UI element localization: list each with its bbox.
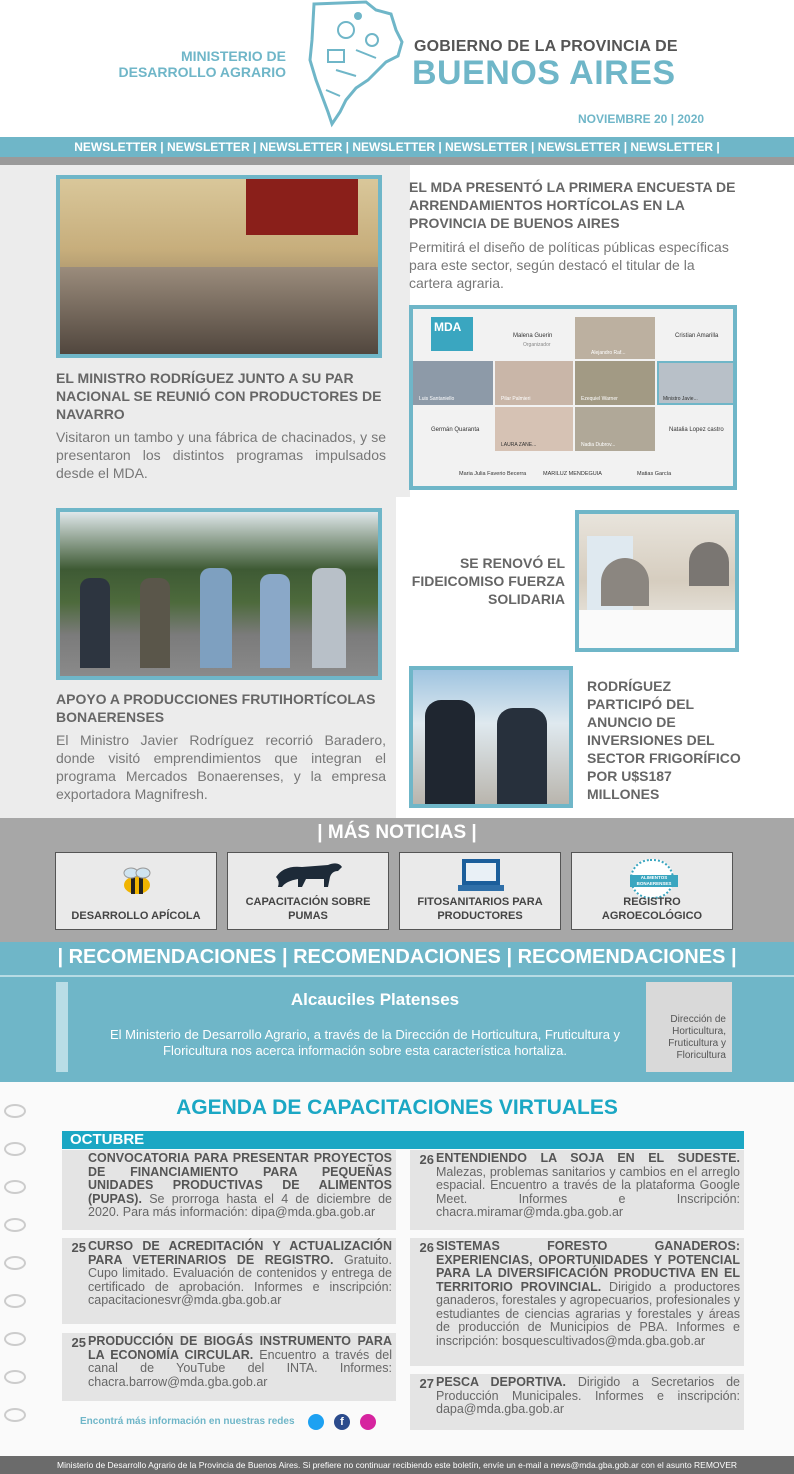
call-name: Malena Guerin <box>513 333 553 339</box>
recomendaciones-title: | RECOMENDACIONES | RECOMENDACIONES | RECOMENDACIONES | <box>57 946 737 968</box>
ministerio-label <box>110 48 286 80</box>
alimentos-bonaerenses-badge <box>630 859 674 899</box>
facebook-icon[interactable]: f <box>334 1414 350 1430</box>
news-card-label: REGISTRO AGROECOLÓGICO <box>601 896 703 922</box>
rec-left-accent <box>56 982 68 1072</box>
event-title: ENTENDIENDO LA SOJA EN EL SUDESTE. <box>436 1151 740 1165</box>
event-description: Dirigido a Secretarios de Producción Municipales. Informes e inscripción: dapa@mda.gba.gob.ar <box>436 1375 740 1416</box>
newsletter-bar: NEWSLETTER | NEWSLETTER | NEWSLETTER | NEWSLETTER | NEWSLETTER | NEWSLETTER | NEWSLETTER | <box>0 137 794 157</box>
province-map-logo <box>306 0 406 130</box>
event-title: CONVOCATORIA PARA PRESENTAR PROYECTOS DE FINANCIAMIENTO PARA PEQUEÑAS UNIDADES PRODUCTIVAS DE ALIMENTOS (PUPAS). <box>88 1151 392 1206</box>
divider-bar <box>0 157 794 165</box>
event-day: 25 <box>71 1335 86 1350</box>
agenda-month: OCTUBRE <box>62 1131 744 1149</box>
event-description: Malezas, problemas sanitarios y cambios en el arreglo espacial. Encuentro a través de la plataforma Google Meet. Informes e Inscripción: chacra.miramar@mda.gba.gob.ar <box>436 1164 740 1219</box>
person <box>601 558 649 606</box>
event-description: Encuentro a través del canal de YouTube del INTA. Informes: chacra.barrow@mda.gba.gob.ar <box>88 1347 392 1389</box>
news-card-agroecologico[interactable] <box>571 852 733 930</box>
ministerio-line1: MINISTERIO DE <box>180 48 286 64</box>
social-label: Encontrá más información en nuestras redes <box>80 1416 295 1427</box>
event-day: 26 <box>419 1240 434 1255</box>
bg-gap <box>396 165 410 497</box>
recomendaciones-divider <box>0 975 794 977</box>
event-text <box>88 1152 392 1220</box>
article-3-photo[interactable] <box>56 508 382 680</box>
call-name: Maria Julia Faverio Becerra <box>459 471 527 477</box>
call-name: Luis Santaniello <box>419 396 455 402</box>
call-sub: Organizador <box>523 342 551 348</box>
ministerio-line2: DESARROLLO AGRARIO <box>118 64 286 80</box>
agenda-event[interactable] <box>410 1374 744 1430</box>
event-description: Dirigido a productores ganaderos, forestales y agropecuarios, profesionales y estudiantes de ciencias agrarias y forestales y áreas de producción de Municipios de PBA. Informes e inscripción: bosquescultivados@mda.gba.gob.ar <box>436 1279 740 1348</box>
event-description: Gratuito. Cupo limitado. Evaluación de contenidos y entrega de certificado de aprobación. Informes e inscripción: capacitacionesvr@mda.gba.gob.ar <box>88 1252 392 1307</box>
news-card-pumas[interactable] <box>227 852 389 930</box>
agenda-event[interactable] <box>62 1150 396 1230</box>
gobierno-label: GOBIERNO DE LA PROVINCIA DE <box>414 38 678 55</box>
news-card-apicola[interactable] <box>55 852 217 930</box>
call-name: Natalia Lopez castro <box>669 427 724 433</box>
event-text <box>436 1152 740 1220</box>
mda-call-logo: MDA <box>431 317 473 351</box>
rec-item-title[interactable]: Alcauciles Platenses <box>290 990 460 1009</box>
article-2-title[interactable]: EL MDA PRESENTÓ LA PRIMERA ENCUESTA DE ARRENDAMIENTOS HORTÍCOLAS EN LA PROVINCIA DE BUENOS AIRES <box>409 179 736 231</box>
article-3-body: El Ministro Javier Rodríguez recorrió Baradero, donde visitó emprendimientos que integran el programa Mercados Bonaerenses, y la empresa exportadora Magnifresh. <box>56 732 386 802</box>
instagram-icon[interactable] <box>360 1414 376 1430</box>
mas-noticias-title: | MÁS NOTICIAS | <box>317 822 477 843</box>
agenda-event[interactable] <box>62 1238 396 1324</box>
article-1-photo[interactable] <box>56 175 382 358</box>
badge-text: ALIMENTOS BONAERENSES <box>630 875 678 887</box>
person <box>689 542 729 586</box>
agenda-event[interactable] <box>410 1238 744 1366</box>
call-name: Ezequiel Warner <box>581 396 618 402</box>
article-5-photo[interactable] <box>409 666 573 808</box>
article-4-photo[interactable] <box>575 510 739 652</box>
article-1-title[interactable]: EL MINISTRO RODRÍGUEZ JUNTO A SU PAR NACIONAL SE REUNIÓ CON PRODUCTORES DE NAVARRO <box>56 370 382 422</box>
article-5-title[interactable]: RODRÍGUEZ PARTICIPÓ DEL ANUNCIO DE INVERSIONES DEL SECTOR FRIGORÍFICO POR U$S187 MILLONES <box>587 678 741 802</box>
event-text <box>436 1376 740 1417</box>
event-text <box>88 1240 392 1308</box>
agenda-event[interactable] <box>410 1150 744 1230</box>
event-title: CURSO DE ACREDITACIÓN Y ACTUALIZACIÓN PARA VETERINARIOS DE REGISTRO. <box>88 1239 392 1267</box>
call-name: Ministro Javie... <box>663 396 698 402</box>
agenda-event[interactable] <box>62 1333 396 1401</box>
puma-icon <box>272 857 346 889</box>
laptop-icon <box>458 857 504 893</box>
person <box>425 700 475 806</box>
call-name: Germán Quaranta <box>431 427 480 433</box>
event-text <box>88 1335 392 1389</box>
article-3-title[interactable]: APOYO A PRODUCCIONES FRUTIHORTÍCOLAS BONAERENSES <box>56 691 376 725</box>
call-name: Nadia Dubrov... <box>581 442 616 448</box>
call-name: LAURA ZANE... <box>501 442 537 448</box>
event-day: 25 <box>71 1240 86 1255</box>
call-name: Alejandro Raf... <box>591 350 626 356</box>
news-card-fitosanitarios[interactable] <box>399 852 561 930</box>
article-2-videocall[interactable] <box>409 305 737 490</box>
article-1-body: Visitaron un tambo y una fábrica de chacinados, y se presentaron los distintos programas impulsados desde el MDA. <box>56 429 386 481</box>
rec-side-box[interactable]: Dirección de Horticultura, Fruticultura y Floricultura <box>646 982 732 1072</box>
footer-text: Ministerio de Desarrollo Agrario de la Provincia de Buenos Aires. Si prefiere no continuar recibiendo este boletín, envíe un e-mail a news@mda.gba.gob.ar con el asunto REMOVER <box>0 1456 794 1474</box>
rec-item-body: El Ministerio de Desarrollo Agrario, a través de la Dirección de Horticultura, Fruticultura y Floricultura nos acerca información sobre esta característica hortaliza. <box>109 1027 621 1058</box>
people-group <box>80 568 360 668</box>
audience <box>60 267 380 358</box>
call-name: Cristian Amarilla <box>675 333 719 339</box>
event-title: SISTEMAS FORESTO GANADEROS: EXPERIENCIAS, OPORTUNIDADES Y POTENCIAL PARA LA DIVERSIFICACIÓN PRODUCTIVA EN EL TERRITORIO PROVINCIAL. <box>436 1239 740 1294</box>
stage-curtain <box>246 179 358 235</box>
article-2-body: Permitirá el diseño de políticas públicas específicas para este sector, según destacó el titular de la cartera agraria. <box>409 239 729 291</box>
event-day: 26 <box>419 1152 434 1167</box>
call-name: Pilar Palmieri <box>501 396 531 402</box>
bee-icon <box>118 865 156 899</box>
news-card-label: FITOSANITARIOS PARA PRODUCTORES <box>417 896 543 922</box>
event-text <box>436 1240 740 1348</box>
agenda-title: AGENDA DE CAPACITACIONES VIRTUALES <box>176 1096 618 1119</box>
event-title: PRODUCCIÓN DE BIOGÁS INSTRUMENTO PARA LA ECONOMÍA CIRCULAR. <box>88 1334 392 1362</box>
article-4-title[interactable]: SE RENOVÓ EL FIDEICOMISO FUERZA SOLIDARIA <box>411 555 565 607</box>
news-card-label: CAPACITACIÓN SOBRE PUMAS <box>245 896 371 922</box>
provincia-label: BUENOS AIRES <box>412 54 676 92</box>
event-title: PESCA DEPORTIVA. <box>436 1375 566 1389</box>
call-name: Matias García <box>637 471 672 477</box>
event-description: Se prorroga hasta el 4 de diciembre de 2020. Para más información: dipa@mda.gba.gob.ar <box>88 1191 392 1219</box>
call-name: MARILUZ MENDEGUIA <box>543 471 602 477</box>
event-day: 27 <box>419 1376 434 1391</box>
person <box>497 708 547 806</box>
issue-date: NOVIEMBRE 20 | 2020 <box>578 112 705 126</box>
table <box>579 610 739 650</box>
twitter-icon[interactable] <box>308 1414 324 1430</box>
news-card-label: DESARROLLO APÍCOLA <box>71 910 201 922</box>
